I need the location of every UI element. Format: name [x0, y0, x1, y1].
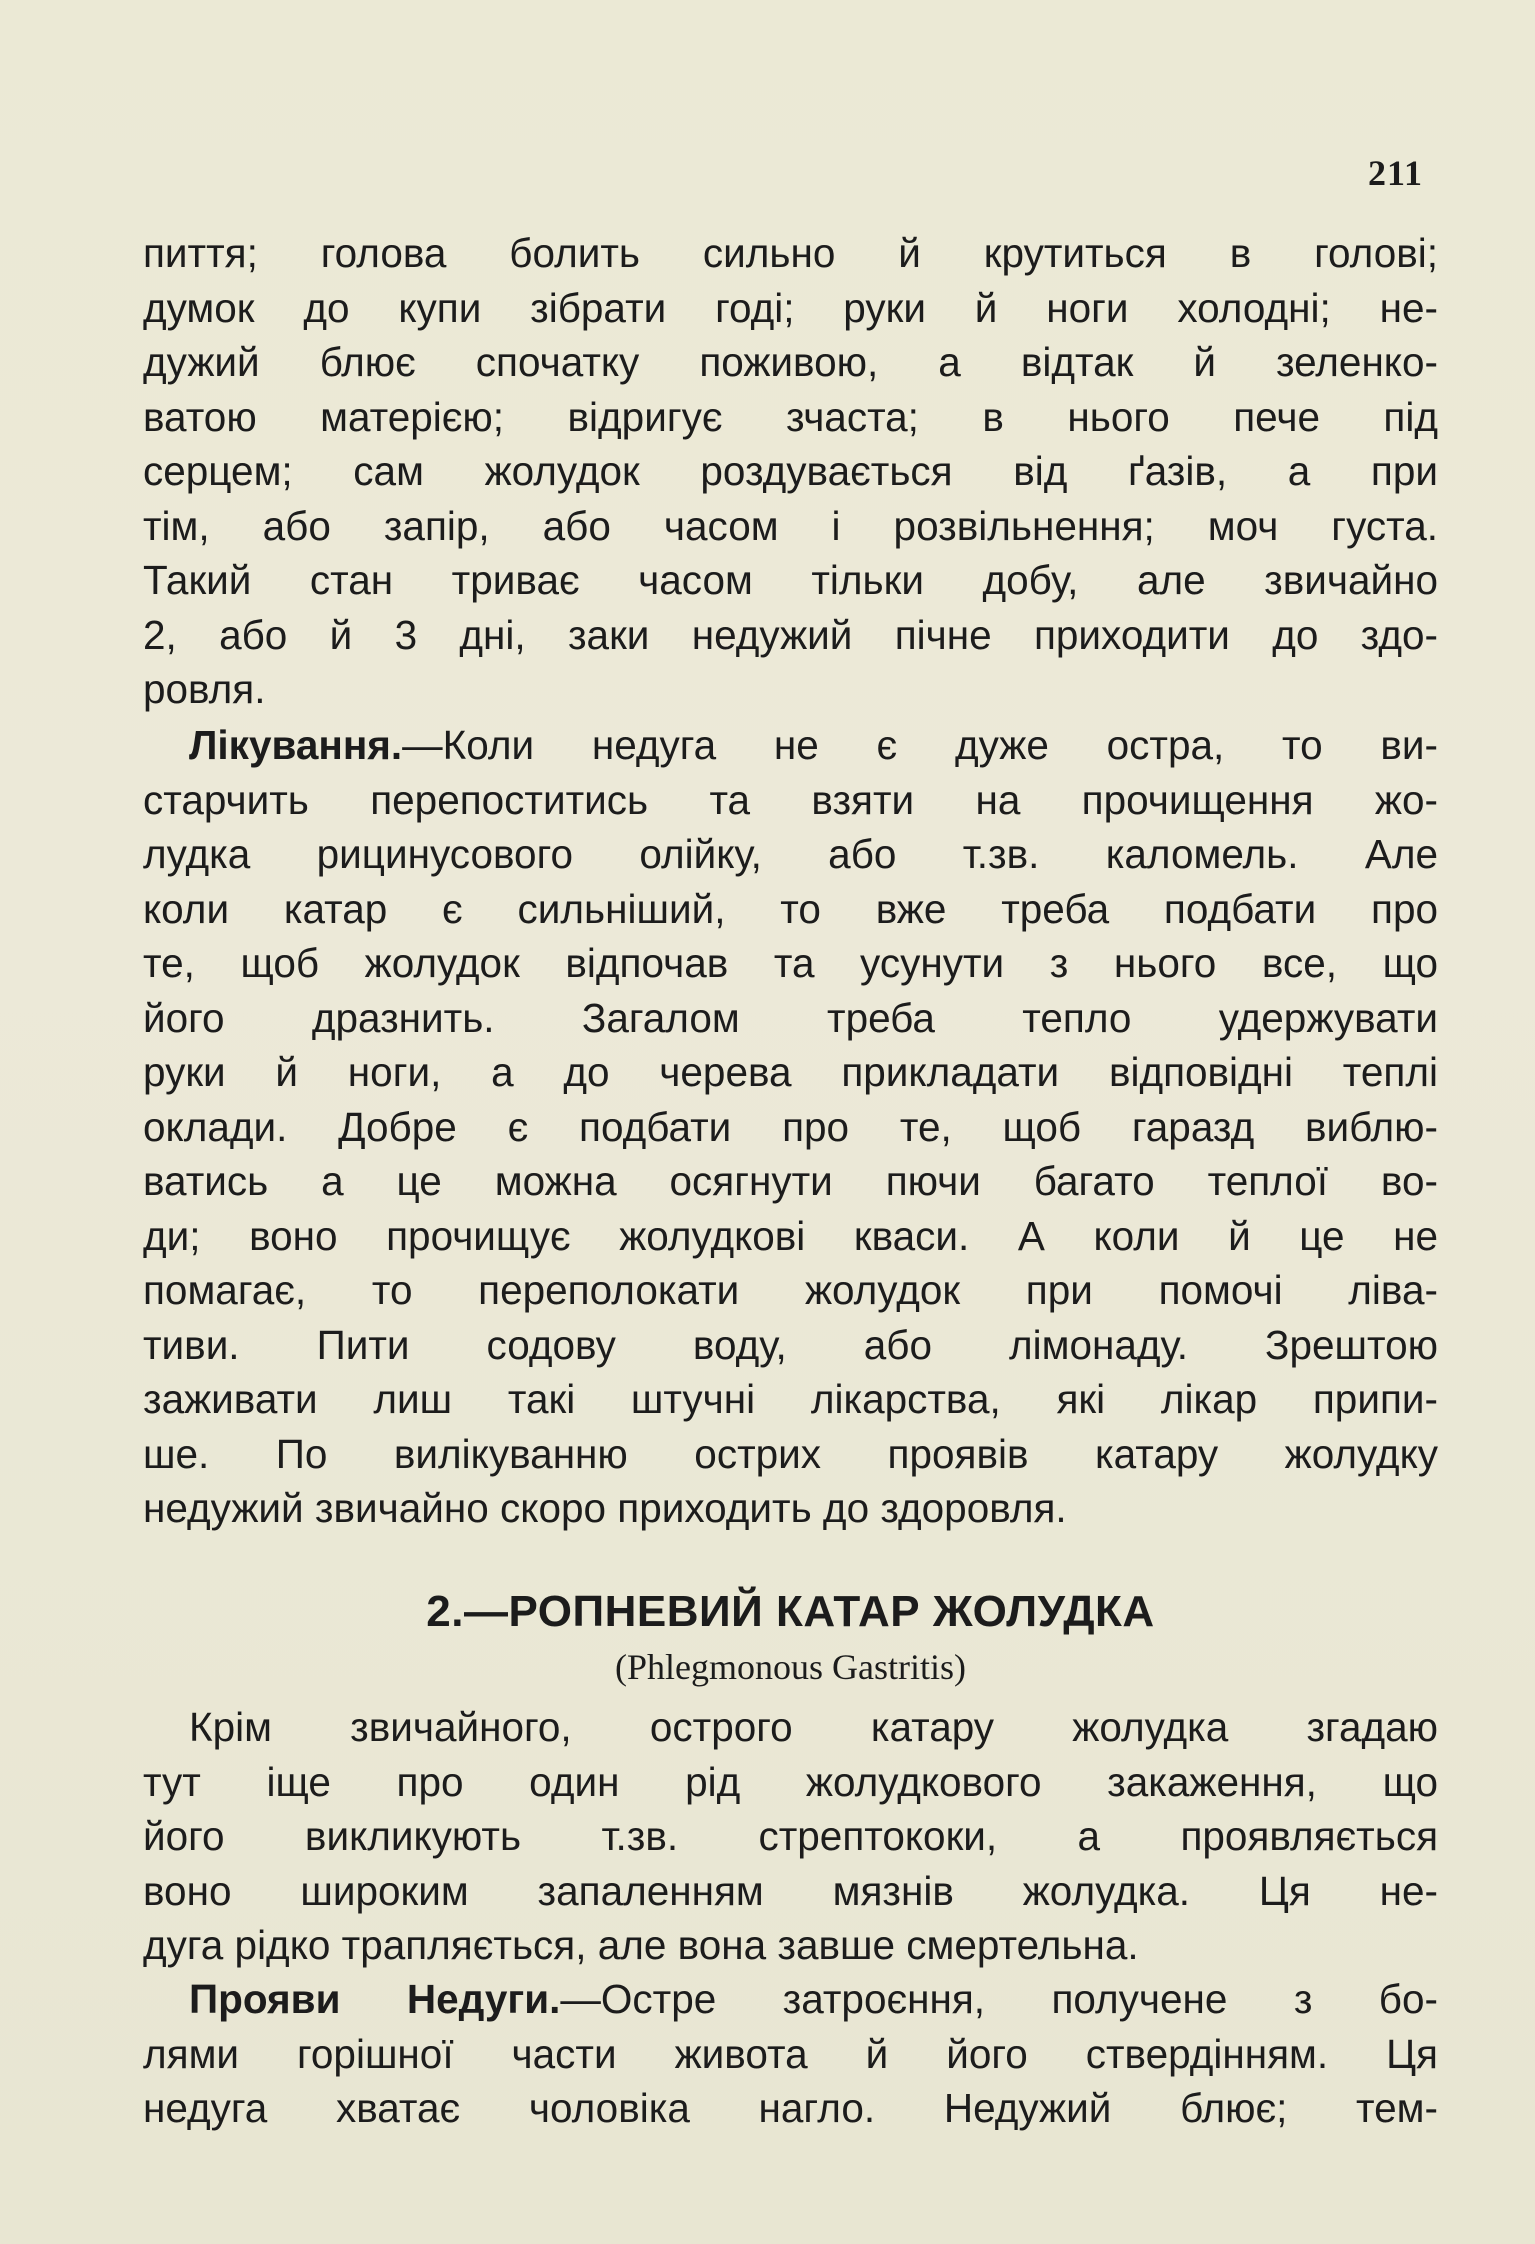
text-line: коли катар є сильніший, то вже треба подбати про [143, 885, 1438, 932]
text-line: воно широким запаленням мязнів жолудка. Ця не- [143, 1867, 1438, 1914]
text-line: помагає, то переполокати жолудок при помочі ліва- [143, 1267, 1438, 1313]
treatment-first-line [143, 718, 1438, 773]
treatment-label: Лікування. [189, 722, 403, 768]
text-line: тут іще про один рід жолудкового закаження, що [143, 1758, 1438, 1805]
text-line: тиви. Пити содову воду, або лімонаду. Зрештою [143, 1321, 1438, 1368]
text-line: дуга рідко трапляється, але вона завше смертельна. [143, 1922, 1139, 1968]
text-line: ше. По вилікуванню острих проявів катару жолудку [143, 1430, 1438, 1477]
text-line: 2, або й 3 дні, заки недужий пічне приходити до здо- [143, 611, 1438, 658]
text-line: думок до купи зібрати годі; руки й ноги холодні; не- [143, 284, 1438, 331]
treatment-first-line-text: —Коли недуга не є дуже остра, то ви- [402, 722, 1438, 768]
symptoms-first-line [143, 1972, 1438, 2027]
text-line: ди; воно прочищує жолудкові кваси. А коли й це не [143, 1212, 1438, 1259]
text-line: оклади. Добре є подбати про те, щоб гаразд виблю- [143, 1103, 1438, 1150]
text-line: заживати лиш такі штучні лікарства, які лікар припи- [143, 1376, 1438, 1422]
text-line: Крім звичайного, острого катару жолудка згадаю [189, 1704, 1438, 1750]
text-line: лудка рицинусового олійку, або т.зв. каломель. Але [143, 831, 1438, 877]
text-line: ватою матерією; відригує зчаста; в нього пече під [143, 393, 1438, 440]
symptoms-first-line-text: —Остре затроєння, получене з бо- [560, 1976, 1438, 2022]
text-line: старчить перепоститись та взяти на прочищення жо- [143, 776, 1438, 823]
page-number: 211 [1368, 153, 1424, 193]
text-line: дужий блює спочатку поживою, а відтак й зеленко- [143, 339, 1438, 385]
paragraph-continued [143, 226, 1438, 717]
text-line: тім, або запір, або часом і розвільнення; моч густа. [143, 502, 1438, 549]
text-line: руки й ноги, а до черева прикладати відповідні теплі [143, 1049, 1438, 1095]
text-line: недуга хватає чоловіка нагло. Недужий блює; тем- [143, 2085, 1438, 2131]
text-line: лями горішної части живота й його ствердінням. Ця [143, 2030, 1438, 2077]
symptoms-label: Прояви Недуги. [189, 1976, 561, 2022]
text-line: його викликують т.зв. стрептококи, а проявляється [143, 1813, 1438, 1859]
intro-paragraph [143, 1700, 1438, 1973]
treatment-paragraph [143, 718, 1438, 1536]
text-line: серцем; сам жолудок роздувається від ґазів, а при [143, 448, 1438, 494]
text-line: те, щоб жолудок відпочав та усунути з нього все, що [143, 940, 1438, 986]
text-line: Такий стан триває часом тільки добу, але звичайно [143, 557, 1438, 603]
text-line: ровля. [143, 666, 266, 712]
text-line: ватись а це можна осягнути пючи багато теплої во- [143, 1158, 1438, 1204]
symptoms-paragraph [143, 1972, 1438, 2136]
text-line: його дразнить. Загалом треба тепло удержувати [143, 994, 1438, 1041]
section-heading: 2.—РОПНЕВИЙ КАТАР ЖОЛУДКА [426, 1587, 1155, 1636]
text-line: пиття; голова болить сильно й крутиться в голові; [143, 230, 1438, 276]
text-line: недужий звичайно скоро приходить до здоровля. [143, 1485, 1067, 1531]
section-subheading: (Phlegmonous Gastritis) [615, 1647, 966, 1687]
